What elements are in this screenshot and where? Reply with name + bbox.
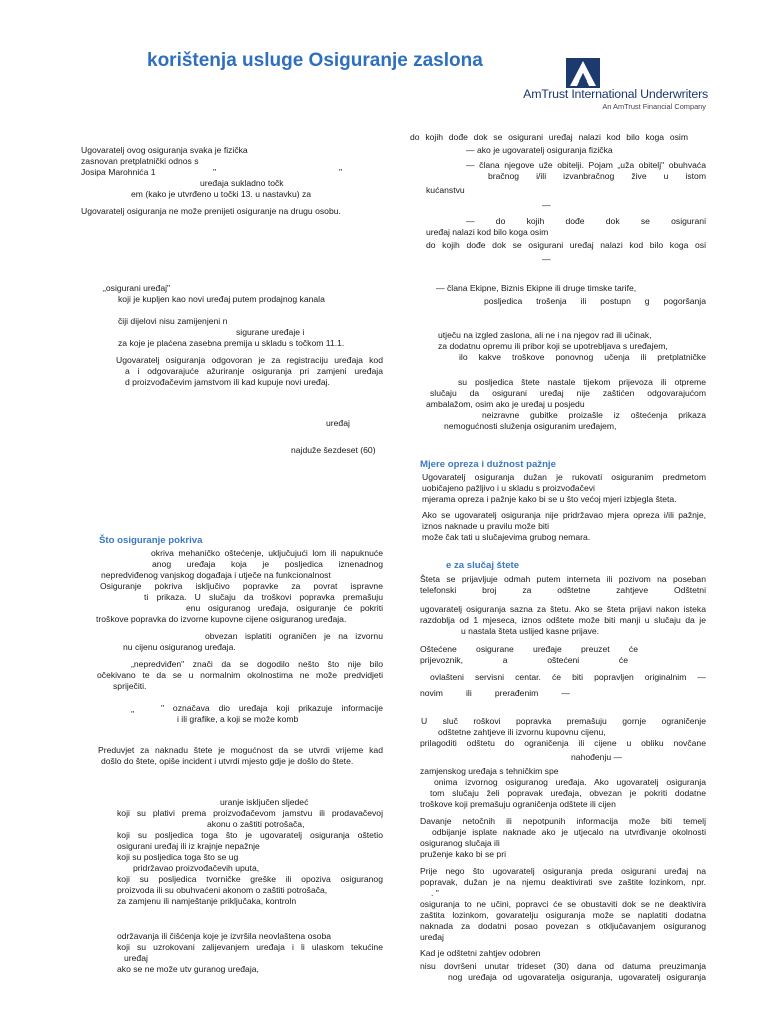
text-line: Preduvjet za naknadu štete je mogućnost da se utvrdi vrijeme kad — [98, 745, 383, 755]
text-line: " označava dio uređaja koji prikazuje informacije — [161, 703, 383, 713]
text-line: Davanje netočnih ili nepotpunih informacija može biti temelj — [420, 816, 706, 826]
text-line: onima izvornog osiguranog uređaja. Ako ugovaratelj osiguranja — [434, 777, 706, 787]
text-line: kućanstvu — [426, 185, 465, 195]
text-line: očekivano te da se u normalnim okolnostima ne može predvidjeti — [97, 670, 383, 680]
text-line: — ako je ugovaratelj osiguranja fizička — [466, 145, 613, 155]
text-line: " — [131, 709, 135, 719]
text-line: osiguranog slučaja ili — [420, 838, 500, 848]
text-line: održavanja ili čišćenja koje je izvršila neovlaštena osoba — [117, 931, 332, 941]
text-line: koji su posljedica tvorničke greške ili opoziva osiguranog — [117, 874, 383, 884]
text-line: akonu o zaštiti potrošača, — [207, 819, 305, 829]
text-line: " — [213, 167, 217, 177]
text-line: em (kako je utvrđeno u točki 13. u nastavku) za — [131, 189, 312, 199]
text-line: ti prikaza. U slučaju da troškovi popravka premašuju — [144, 592, 383, 602]
text-line: U sluč roškovi popravka premašuju gornje ograničenje — [421, 716, 706, 726]
text-line: mjerama opreza i pažnje kako bi se u što većoj mjeri izbjegla šteta. — [422, 494, 677, 504]
text-line: razdoblja od 1 mjeseca, iznos odštete može biti manji u slučaju da je — [420, 615, 706, 625]
text-line: bračnog i/ili izvanbračnog žive u istom — [488, 171, 706, 181]
text-line: enu osiguranog uređaja, osiguranje će pokriti — [186, 603, 383, 613]
text-line: neizravne gubitke proizašle iz oštećenja prikaza — [482, 410, 706, 420]
text-line: koji su posljedica toga što se ug — [117, 852, 239, 862]
text-line: ovlašteni servisni centar. će biti popravljen originalnim — — [430, 672, 706, 682]
text-line: nisu dovršeni unutar trideset (30) dana od datuma preuzimanja — [420, 961, 706, 971]
text-line: spriječiti. — [113, 681, 147, 691]
logo-company-name: AmTrust International Underwriters — [523, 87, 708, 101]
text-line: uređaja sukladno točk — [200, 178, 284, 188]
text-line: koji je kupljen kao novi uređaj putem prodajnog kanala — [118, 294, 325, 304]
text-line: ako se ne može utv guranog uređaja, — [117, 964, 259, 974]
text-line: telefonski broj za odštetne zahtjeve Odštetni — [420, 585, 706, 595]
text-line: za koje je plaćena zasebna premija u skladu s točkom 11.1. — [118, 338, 345, 348]
text-line: zamjenskog uređaja s tehničkim spe — [420, 766, 559, 776]
text-line: osigurani uređaj ili iz krajnje nepažnje — [117, 841, 260, 851]
text-line: došlo do štete, opiše incident i utvrdi mjesto gdje je došlo do štete. — [101, 756, 354, 766]
text-line: zasnovan pretplatnički odnos s — [81, 156, 199, 166]
text-line: nu cijenu osiguranog uređaja. — [123, 642, 236, 652]
text-line: — — [542, 200, 551, 210]
text-line: posljedica trošenja ili postupn g pogoršanja — [484, 296, 706, 306]
section-heading-sto-osiguranje-pokriva: Što osiguranje pokriva — [99, 535, 203, 546]
text-line: koji su posljedica toga što je ugovaratelj osiguranja oštetio — [117, 830, 383, 840]
text-line: odbijanje isplate naknade ako je utjecalo na utvrđivanje okolnosti — [432, 827, 706, 837]
text-line: pruženje kako bi se pri — [420, 849, 506, 859]
text-line: uređaj — [326, 418, 350, 428]
text-line: Ugovaratelj ovog osiguranja svaka je fizička — [81, 145, 248, 155]
text-line: " — [339, 167, 343, 177]
text-line: su posljedica štete nastale tijekom prijevoza ili otpreme — [458, 377, 706, 387]
text-line: naknada za dodatni posao povezan s otključavanjem osiguranog — [420, 921, 706, 931]
text-line: osiguranja to ne učini, popravci će se obustaviti dok se ne deaktivira — [420, 899, 706, 909]
text-line: sigurane uređaje i — [236, 327, 305, 337]
text-line: — člana njegove uže obitelji. Pojam „uža obitelj" obuhvaća — [466, 160, 706, 170]
text-line: Ugovaratelj osiguranja odgovoran je za registraciju uređaja kod — [116, 355, 383, 365]
text-line: anog uređaja koja je posljedica iznenadnog — [152, 559, 383, 569]
text-line: do kojih dođe dok se osigurani uređaj nalazi kod bilo koga osim — [410, 132, 688, 142]
text-line: pridržavao proizvođačevih uputa, — [133, 863, 260, 873]
text-line: uređaj — [124, 953, 148, 963]
text-line: „osigurani uređaj" — [103, 283, 171, 293]
document-title: korištenja usluge Osiguranje zaslona — [147, 50, 483, 71]
text-line: — do kojih dođe dok se osigurani — [466, 216, 706, 226]
text-line: Šteta se prijavljuje odmah putem interneta ili pozivom na poseban — [420, 574, 706, 584]
text-line: čiji dijelovi nisu zamijenjeni n — [118, 316, 228, 326]
text-line: ilo kakve troškove ponovnog učenja ili pretplatničke — [459, 352, 706, 362]
text-line: nemogućnosti služenja osiguranim uređajem, — [444, 421, 617, 431]
text-line: odštetne zahtjeve ili izvornu kupovnu cijenu, — [438, 727, 606, 737]
text-line: uređaj nalazi kod bilo koga osim — [426, 227, 549, 237]
text-line: tom slučaju želi popravak uređaja, obvezan je pokriti dodatne — [430, 788, 706, 798]
text-line: iznos naknade u pravilu može biti — [422, 521, 550, 531]
text-line: za dodatnu opremu ili pribor koji se upotrebljava s uređajem, — [438, 341, 668, 351]
text-line: ambalažom, osim ako je uređaj u posjedu — [426, 399, 585, 409]
right-column — [384, 0, 768, 1024]
text-line: najduže šezdeset (60) — [291, 445, 376, 455]
logo-tagline: An AmTrust Financial Company — [602, 102, 706, 111]
text-line: nepredviđenog vanjskog događaja i utječe na funkcionalnost — [101, 570, 331, 580]
text-line: Josipa Marohnića 1 — [81, 167, 156, 177]
text-line: zaštita lozinkom, govaratelju osiguranja može se naplatiti dodatna — [420, 910, 706, 920]
text-line: za zamjenu ili namještanje priključaka, kontroln — [117, 896, 297, 906]
text-line: proizvoda ili su obuhvaćeni akonom o zaštiti potrošača, — [117, 885, 328, 895]
text-line: Ugovaratelj osiguranja ne može prenijeti osiguranje na drugu osobu. — [81, 206, 341, 216]
text-line: utječu na izgled zaslona, ali ne i na njegov rad ili učinak, — [438, 330, 652, 340]
text-line: troškove popravka do izvorne kupovne cijene osiguranog uređaja. — [96, 614, 347, 624]
text-line: uranje isključen sljedeć — [220, 797, 309, 807]
text-line: nog uređaja od ugovaratelja osiguranja, ugovaratelj osiguranja — [448, 972, 706, 982]
text-line: Oštećene osigurane uređaje preuzet će — [420, 644, 638, 654]
text-line: uobičajeno pažljivo i u skladu s proizvođačevi — [422, 483, 595, 493]
text-line: a i odgovarajuće ažuriranje osiguranja pri zamjeni uređaja — [125, 366, 383, 376]
text-line: d proizvođačevim jamstvom ili kad kupuje novi uređaj. — [125, 377, 330, 387]
section-heading-e-za-slucaj-stete: e za slučaj štete — [446, 560, 520, 571]
text-line: prilagoditi odštetu do ograničenja ili cijene u obliku novčane — [420, 738, 706, 748]
text-line: koji su plativi prema proizvođačevom jamstvu ili prodavačevoj — [117, 808, 383, 818]
text-line: može čak tati u slučajevima grubog nemara. — [422, 532, 591, 542]
text-line: Kad je odštetni zahtjev odobren — [420, 948, 541, 958]
text-line: Ako se ugovaratelj osiguranja nije pridržavao mjera opreza i/ili pažnje, — [422, 510, 706, 520]
text-line: i ili grafike, a koji se može komb — [177, 714, 299, 724]
text-line: „nepredviđen" znači da se dogodilo nešto što nije bilo — [131, 659, 383, 669]
section-heading-mjere-opreza-i-duznost-paznj: Mjere opreza i dužnost pažnje — [420, 459, 556, 470]
text-line: u nastala šteta uslijed kasne prijave. — [461, 626, 600, 636]
text-line: troškove koji premašuju ograničenja odštete ili cijen — [420, 799, 616, 809]
text-line: Ugovaratelj osiguranja dužan je rukovati osiguranim predmetom — [422, 472, 706, 482]
text-line: do kojih dođe dok se osigurani uređaj nalazi kod bilo koga osi — [426, 240, 706, 250]
text-line: — — [542, 254, 551, 264]
text-line: . " — [431, 888, 439, 898]
text-line: obvezan isplatiti ograničen je na izvornu — [205, 631, 383, 641]
text-line: koji su uzrokovani zalijevanjem uređaja i li ulaskom tekućine — [117, 942, 383, 952]
text-line: okriva mehaničko oštećenje, uključujući lom ili napuknuće — [151, 548, 383, 558]
text-line: — člana Ekipne, Biznis Ekipne ili druge timske tarife, — [436, 283, 637, 293]
text-line: slučaju da osigurani uređaj nije zaštićen odgovarajućom — [430, 388, 706, 398]
text-line: novim ili prerađenim — — [420, 688, 570, 698]
text-line: prijevoznik, a oštećeni će — [420, 655, 628, 665]
text-line: ugovaratelj osiguranja sazna za štetu. Ako se šteta prijavi nakon isteka — [420, 604, 706, 614]
text-line: Prije nego što ugovaratelj osiguranja preda osigurani uređaj na — [420, 866, 706, 876]
text-line: uređaj — [420, 932, 444, 942]
text-line: popravak, dužan je na njemu deaktivirati sve zaštite lozinkom, npr. — [420, 877, 706, 887]
text-line: nahođenju — — [571, 752, 623, 762]
text-line: Osiguranje pokriva isključivo popravke za povrat ispravne — [100, 581, 383, 591]
